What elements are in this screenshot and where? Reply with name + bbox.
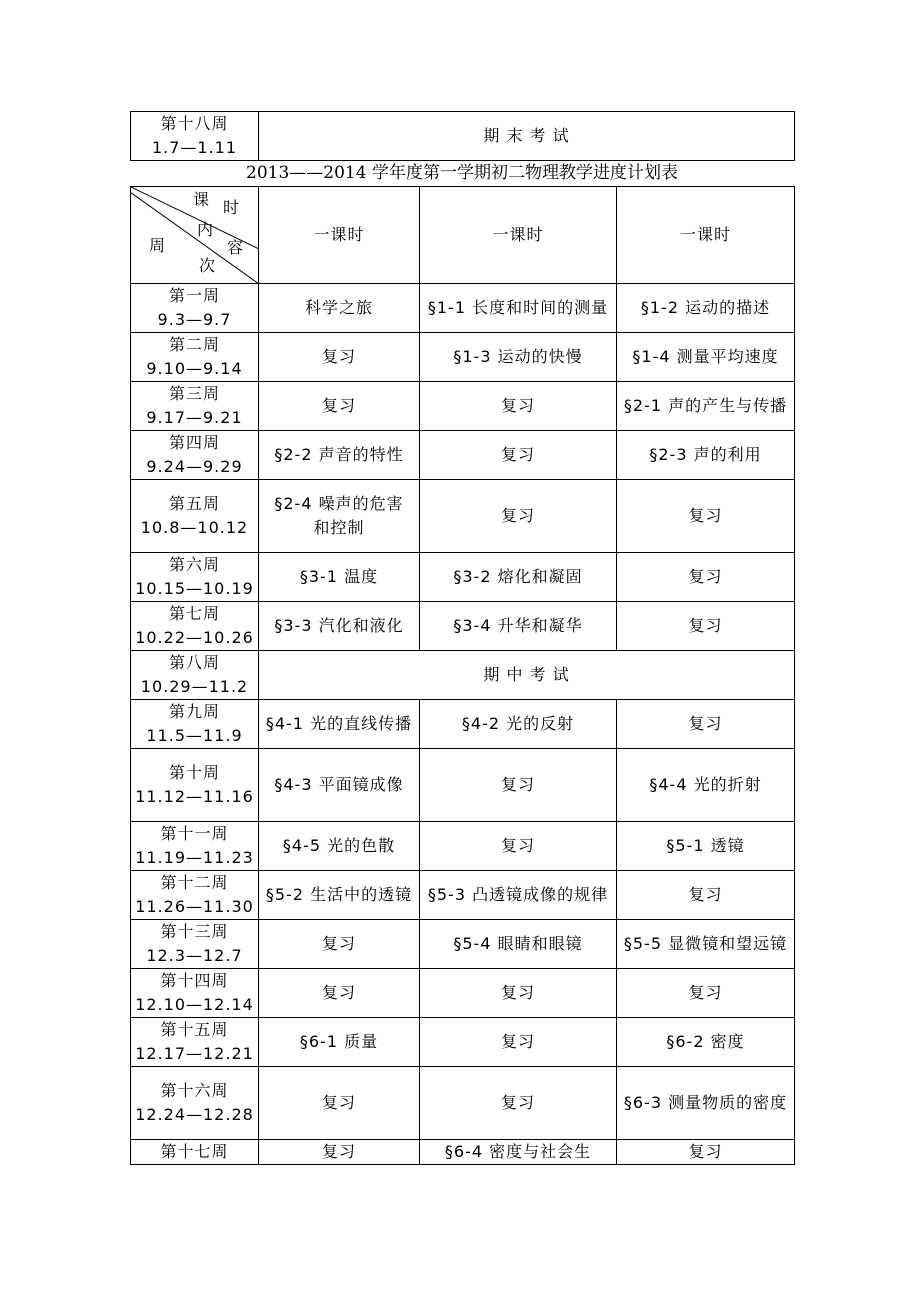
week-dates: 10.8—10.12: [140, 518, 249, 537]
header-row: [131, 187, 795, 284]
week-cell: [131, 431, 259, 480]
lesson-cell-1: §2-2 声音的特性: [259, 431, 420, 480]
week-dates: 9.17—9.21: [146, 408, 243, 427]
week-cell: [131, 1018, 259, 1067]
diag-label-shi: 时: [223, 198, 241, 217]
week-dates: 9.3—9.7: [157, 310, 232, 329]
diag-label-ci: 次: [199, 256, 217, 275]
lesson-cell-2: 复习: [420, 382, 617, 431]
lesson-cell-1: 复习: [259, 1140, 420, 1165]
week-label: 第十七周: [160, 1142, 229, 1161]
lesson-cell-1: 复习: [259, 1067, 420, 1140]
lesson-cell-1: §4-3 平面镜成像: [259, 749, 420, 822]
lesson-cell-3: §5-5 显微镜和望远镜: [617, 920, 795, 969]
lesson-cell-3: 复习: [617, 871, 795, 920]
week-cell: [131, 969, 259, 1018]
week-dates: 11.19—11.23: [135, 848, 254, 867]
week-label: 第一周: [168, 286, 220, 305]
week-dates: 11.5—11.9: [146, 726, 243, 745]
week-label: 第三周: [168, 384, 220, 403]
week-cell: [131, 871, 259, 920]
week-label: 第六周: [168, 555, 220, 574]
week-label: 第十八周: [160, 114, 229, 133]
week-cell: [131, 1140, 259, 1165]
table-row: [131, 651, 795, 700]
lesson-cell-2: 复习: [420, 1018, 617, 1067]
lesson-cell-2: §4-2 光的反射: [420, 700, 617, 749]
week-dates: 1.7—1.11: [151, 138, 238, 157]
table-row: [131, 1018, 795, 1067]
lesson-cell-3: 复习: [617, 1140, 795, 1165]
lesson-cell-3: 复习: [617, 969, 795, 1018]
lesson-cell-2: 复习: [420, 969, 617, 1018]
lesson-cell-2: §3-2 熔化和凝固: [420, 553, 617, 602]
lesson-cell-1: §6-1 质量: [259, 1018, 420, 1067]
table-row: [131, 700, 795, 749]
week-dates: 12.3—12.7: [146, 946, 243, 965]
lesson-cell-2: 复习: [420, 480, 617, 553]
table-row: [131, 1140, 795, 1165]
lesson-cell-1: 科学之旅: [259, 284, 420, 333]
lesson-cell-1: §4-1 光的直线传播: [259, 700, 420, 749]
week-cell: [131, 382, 259, 431]
table-row: [131, 920, 795, 969]
week-label: 第十一周: [160, 824, 229, 843]
week-cell: [131, 112, 259, 161]
lesson-cell-2: §6-4 密度与社会生: [420, 1140, 617, 1165]
week-label: 第七周: [168, 604, 220, 623]
table-row: [131, 1067, 795, 1140]
midterm-exam-cell: 期 中 考 试: [259, 651, 795, 700]
week-label: 第八周: [168, 653, 220, 672]
week-label: 第十二周: [160, 873, 229, 892]
week-dates: 11.12—11.16: [135, 787, 254, 806]
week-cell: [131, 651, 259, 700]
lesson-cell-2: §1-3 运动的快慢: [420, 333, 617, 382]
table-row: [131, 553, 795, 602]
week-cell: [131, 284, 259, 333]
diag-label-zhou: 周: [149, 236, 167, 255]
week-dates: 9.10—9.14: [146, 359, 243, 378]
lesson-cell-3: 复习: [617, 602, 795, 651]
lesson-cell-1: §3-1 温度: [259, 553, 420, 602]
page-title: 2013——2014 学年度第一学期初二物理教学进度计划表: [246, 163, 678, 183]
week-cell: [131, 333, 259, 382]
lesson-cell-3: §6-3 测量物质的密度: [617, 1067, 795, 1140]
table-row: [131, 333, 795, 382]
final-exam-cell: 期 末 考 试: [259, 112, 795, 161]
table-row: [131, 284, 795, 333]
week-dates: 10.15—10.19: [135, 579, 254, 598]
table-row: [131, 382, 795, 431]
lesson-cell-3: 复习: [617, 553, 795, 602]
week-cell: [131, 553, 259, 602]
week-label: 第二周: [168, 335, 220, 354]
week-label: 第十五周: [160, 1020, 229, 1039]
table-row: [131, 602, 795, 651]
schedule-table: [130, 186, 795, 1165]
week-label: 第四周: [168, 433, 220, 452]
lesson-cell-1: §2-4 噪声的危害 和控制: [259, 480, 420, 553]
week-label: 第五周: [168, 494, 220, 513]
week-dates: 10.29—11.2: [140, 677, 249, 696]
diag-label-rong: 容: [227, 238, 245, 257]
lesson-cell-2: 复习: [420, 822, 617, 871]
week-label: 第十六周: [160, 1081, 229, 1100]
table-row: [131, 431, 795, 480]
table-row: [131, 112, 795, 161]
week-cell: [131, 920, 259, 969]
week-dates: 10.22—10.26: [135, 628, 254, 647]
week-dates: 12.10—12.14: [135, 995, 254, 1014]
week-cell: [131, 1067, 259, 1140]
lesson-cell-1: 复习: [259, 969, 420, 1018]
week-dates: 12.24—12.28: [135, 1105, 254, 1124]
week-dates: 11.26—11.30: [135, 897, 254, 916]
table-row: [131, 969, 795, 1018]
week-dates: 9.24—9.29: [146, 457, 243, 476]
week-dates: 12.17—12.21: [135, 1044, 254, 1063]
lesson-cell-1: 复习: [259, 333, 420, 382]
week-cell: [131, 749, 259, 822]
week-cell: [131, 700, 259, 749]
lesson-cell-3: §1-2 运动的描述: [617, 284, 795, 333]
week-cell: [131, 602, 259, 651]
lesson-cell-3: §4-4 光的折射: [617, 749, 795, 822]
lesson-cell-1: 复习: [259, 382, 420, 431]
lesson-cell-2: 复习: [420, 1067, 617, 1140]
header-col2: 一课时: [420, 187, 617, 284]
lesson-cell-2: 复习: [420, 749, 617, 822]
lesson-cell-3: §2-3 声的利用: [617, 431, 795, 480]
week-label: 第九周: [168, 702, 220, 721]
diag-label-nei: 内: [197, 220, 215, 239]
lesson-cell-2: §5-4 眼睛和眼镜: [420, 920, 617, 969]
table-row: [131, 822, 795, 871]
lesson-cell-3: §6-2 密度: [617, 1018, 795, 1067]
final-exam-table: [130, 111, 795, 161]
diag-label-ke: 课: [193, 190, 211, 209]
lesson-cell-2: §5-3 凸透镜成像的规律: [420, 871, 617, 920]
lesson-cell-2: §3-4 升华和凝华: [420, 602, 617, 651]
table-row: [131, 480, 795, 553]
lesson-cell-1: §4-5 光的色散: [259, 822, 420, 871]
lesson-cell-2: §1-1 长度和时间的测量: [420, 284, 617, 333]
diagonal-header-cell: [131, 187, 259, 284]
table-row: [131, 871, 795, 920]
lesson-cell-3: §2-1 声的产生与传播: [617, 382, 795, 431]
week-cell: [131, 822, 259, 871]
header-col1: 一课时: [259, 187, 420, 284]
week-label: 第十四周: [160, 971, 229, 990]
lesson-cell-3: §5-1 透镜: [617, 822, 795, 871]
lesson-cell-2: 复习: [420, 431, 617, 480]
lesson-cell-3: 复习: [617, 700, 795, 749]
table-row: [131, 749, 795, 822]
week-cell: [131, 480, 259, 553]
week-label: 第十周: [168, 763, 220, 782]
lesson-cell-1: §3-3 汽化和液化: [259, 602, 420, 651]
lesson-cell-3: §1-4 测量平均速度: [617, 333, 795, 382]
week-label: 第十三周: [160, 922, 229, 941]
lesson-cell-3: 复习: [617, 480, 795, 553]
header-col3: 一课时: [617, 187, 795, 284]
lesson-cell-1: §5-2 生活中的透镜: [259, 871, 420, 920]
lesson-cell-1: 复习: [259, 920, 420, 969]
